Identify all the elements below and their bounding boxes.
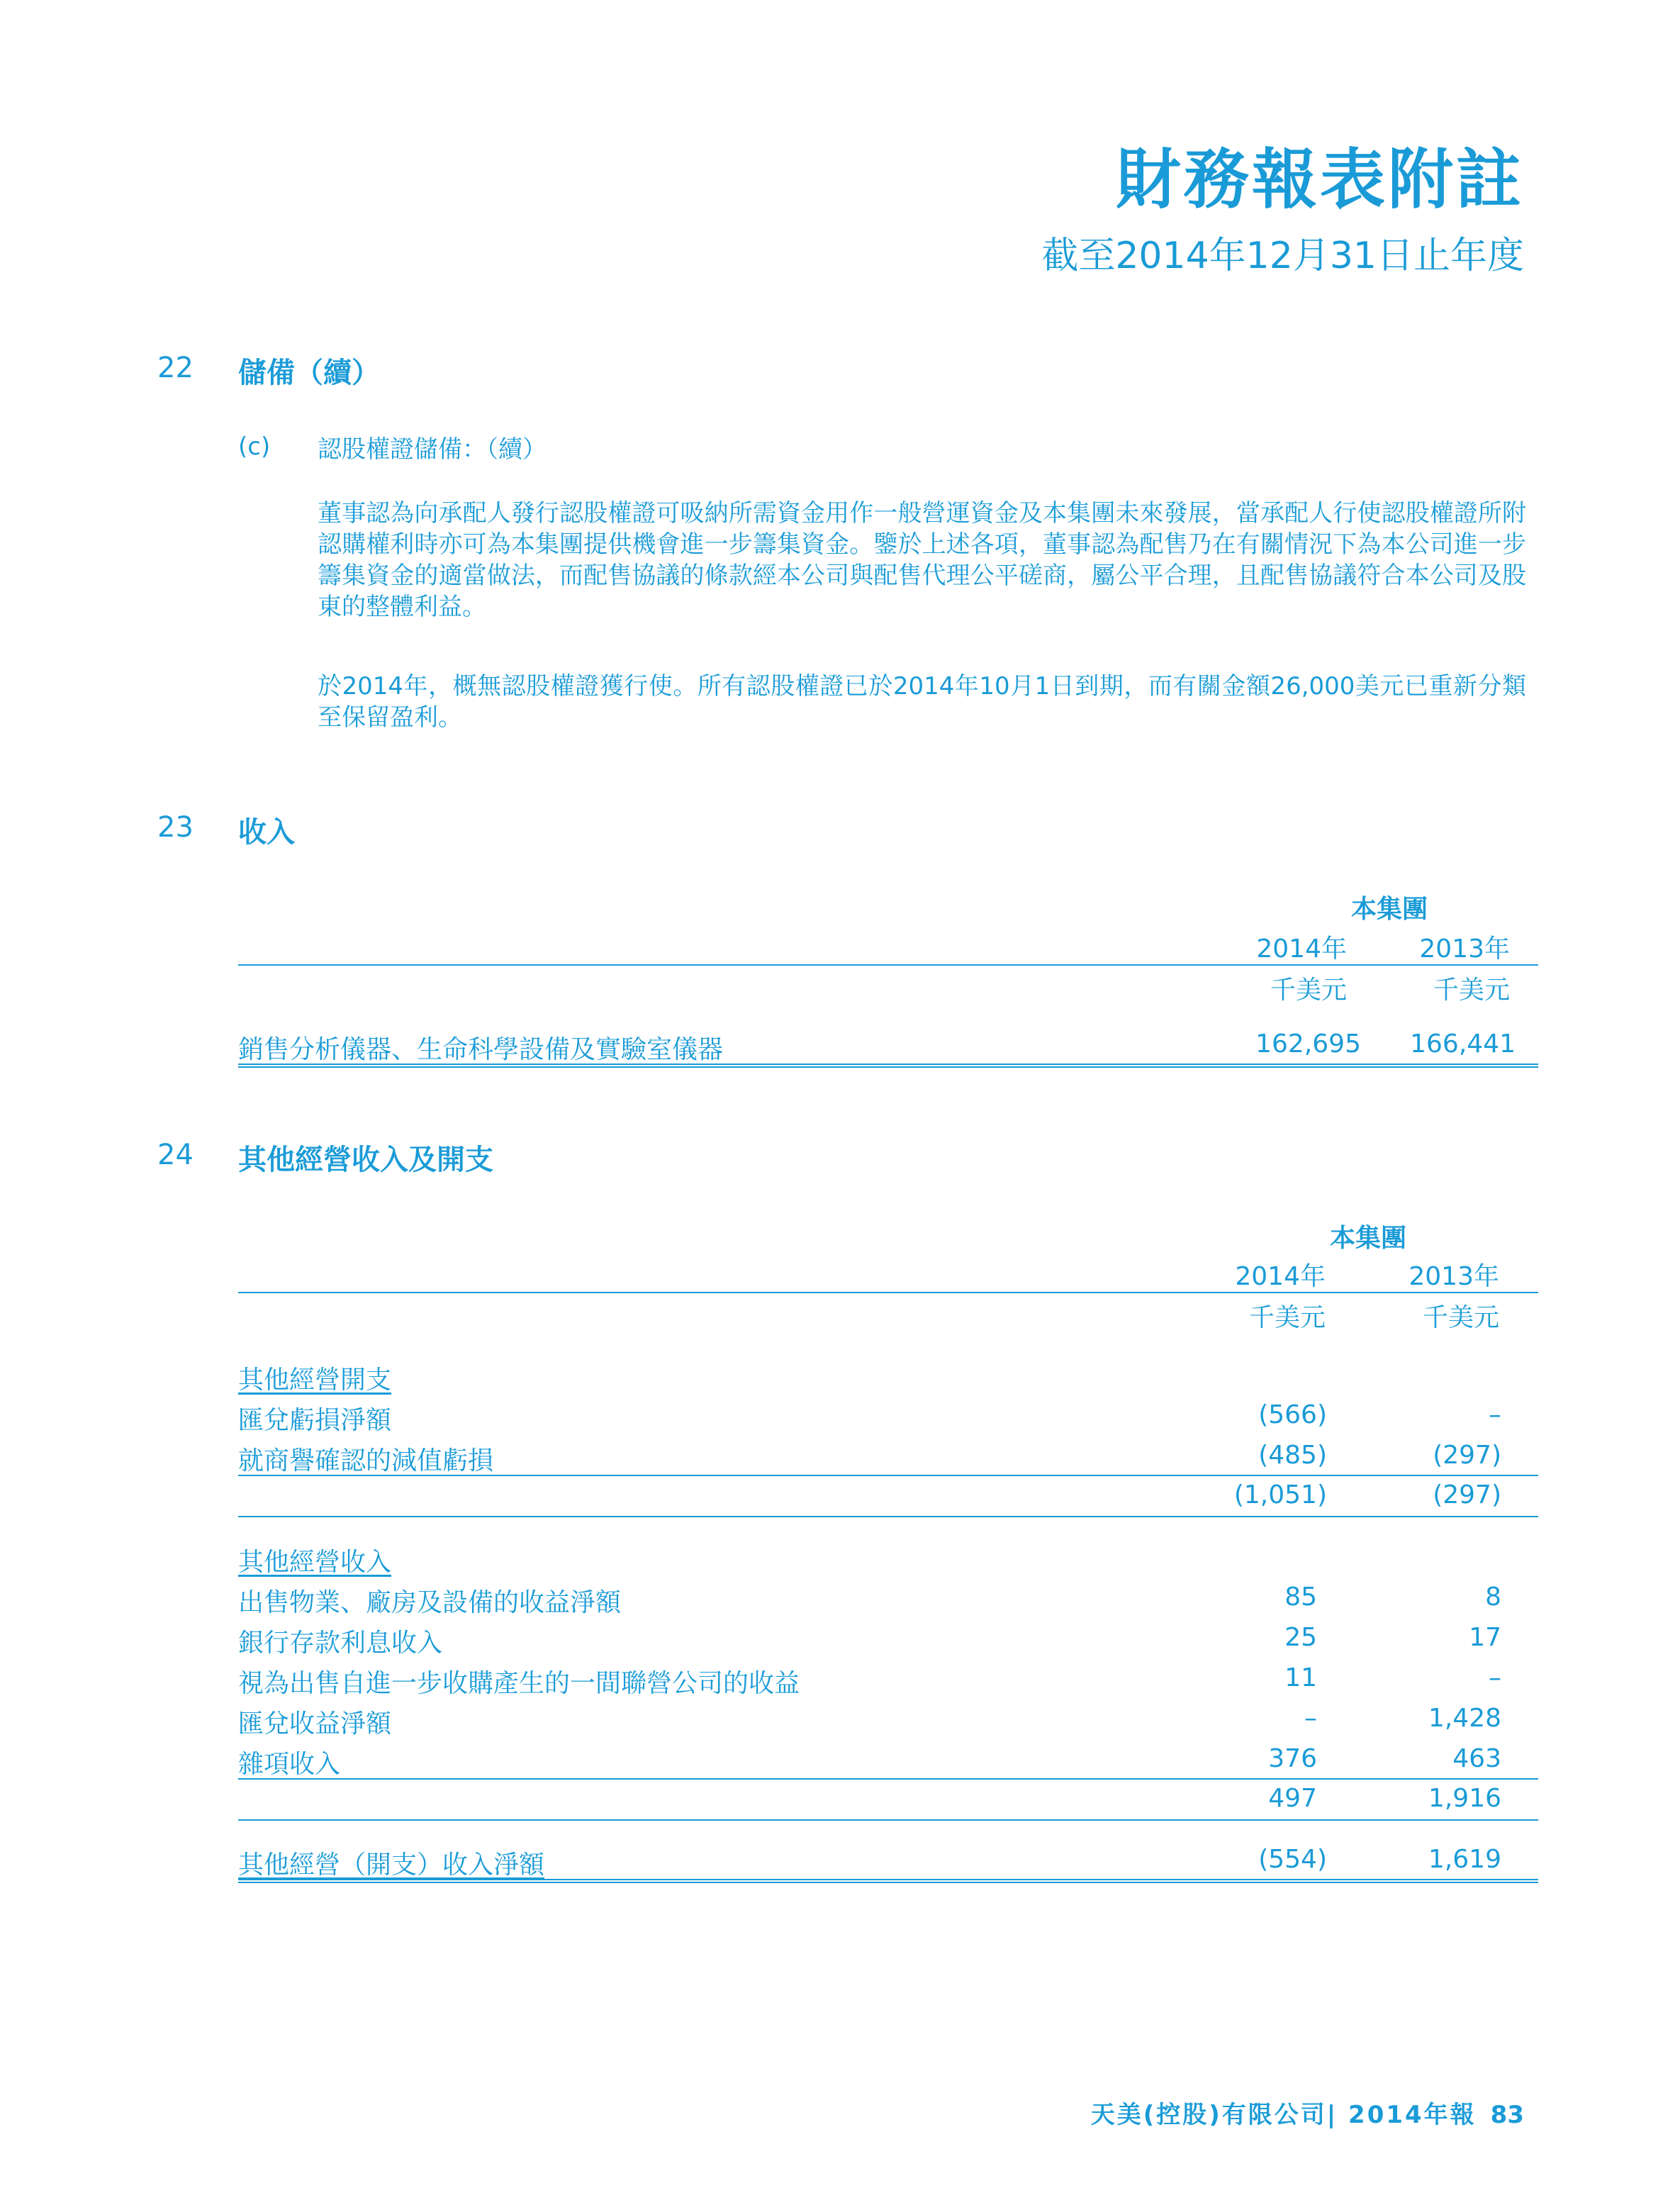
income-total-2014: 497 [1268,1784,1317,1813]
income-heading: 其他經營收入 [238,1548,392,1577]
section-23-title: 收入 [238,816,295,849]
income-row-2014: 25 [1284,1623,1317,1652]
other-header-rule [238,1292,1538,1293]
income-row-label: 銀行存款利息收入 [238,1629,443,1658]
expenses-heading: 其他經營開支 [238,1366,392,1395]
revenue-value-2014: 162,695 [1255,1029,1361,1059]
page-title: 財務報表附註 [1115,142,1524,218]
page-footer [1091,2095,1524,2130]
income-row-label: 雜項收入 [238,1750,341,1779]
subsection-c-label: (c) [238,432,271,461]
income-total-2013: 1,916 [1428,1784,1501,1813]
income-row-2013: 1,428 [1428,1704,1501,1733]
revenue-value-2013: 166,441 [1410,1029,1516,1059]
net-total-rule [238,1879,1538,1883]
income-total-rule [238,1819,1538,1821]
revenue-year-2014: 2014年 [1256,934,1347,964]
income-row-2013: 463 [1452,1744,1501,1773]
other-unit-2014: 千美元 [1248,1303,1326,1332]
section-24-title: 其他經營收入及開支 [238,1144,493,1176]
expenses-total-2014: (1,051) [1233,1480,1327,1509]
paragraph-warrants-expiry: 於2014年，概無認股權證獲行使。所有認股權證已於2014年10月1日到期，而有關金額26,000美元已重新分類至保留盈利。 [318,672,1526,732]
section-23-number: 23 [157,811,194,844]
other-group-header: 本集團 [1329,1224,1406,1253]
other-year-2013: 2013年 [1409,1262,1499,1291]
revenue-unit-2014: 千美元 [1270,976,1347,1005]
expense-row-label: 就商譽確認的減值虧損 [238,1446,494,1475]
expense-row-2013: (297) [1433,1441,1501,1470]
expense-row-2014: (485) [1258,1441,1327,1470]
income-row-2014: – [1304,1704,1317,1733]
expense-row-2013: – [1489,1400,1501,1429]
income-row-2013: 17 [1469,1623,1501,1652]
revenue-group-header: 本集團 [1350,895,1428,924]
revenue-year-2013: 2013年 [1419,934,1510,964]
net-value-2014: (554) [1258,1845,1327,1874]
income-row-label: 匯兌收益淨額 [238,1709,392,1738]
revenue-total-rule [238,1064,1538,1068]
net-row-label: 其他經營（開支）收入淨額 [238,1851,545,1880]
expense-row-label: 匯兌虧損淨額 [238,1406,392,1435]
expenses-total-rule [238,1516,1538,1517]
other-year-2014: 2014年 [1235,1262,1326,1291]
section-22-title: 儲備（續） [238,357,380,389]
revenue-unit-2013: 千美元 [1433,976,1510,1005]
net-value-2013: 1,619 [1428,1845,1501,1874]
revenue-header-rule [238,964,1538,966]
income-row-label: 視為出售自進一步收購產生的一間聯營公司的收益 [238,1669,800,1698]
page-subtitle: 截至2014年12月31日止年度 [1041,235,1524,277]
section-22-number: 22 [157,352,194,384]
expenses-total-2013: (297) [1433,1480,1501,1509]
income-row-2013: – [1489,1663,1501,1692]
income-subtotal-rule [238,1778,1538,1780]
subsection-c-title: 認股權證儲備：（續） [318,435,547,464]
income-row-label: 出售物業、廠房及設備的收益淨額 [238,1588,622,1617]
page-number: 83 [1490,2101,1524,2129]
income-row-2013: 8 [1485,1583,1501,1612]
revenue-row-label: 銷售分析儀器、生命科學設備及實驗室儀器 [238,1035,724,1064]
expenses-subtotal-rule [238,1475,1538,1476]
income-row-2014: 11 [1284,1663,1317,1692]
income-row-2014: 376 [1268,1744,1317,1773]
footer-company: 天美(控股)有限公司| 2014年報 [1090,2101,1477,2129]
paragraph-warrants-rationale: 董事認為向承配人發行認股權證可吸納所需資金用作一般營運資金及本集團未來發展，當承配人行使認股權證所附認購權利時亦可為本集團提供機會進一步籌集資金。鑒於上述各項，董事認為配售乃在有關情況下為本公司進一步籌集資金的適當做法，而配售協議的條款經本公司與配售代理公平磋商，屬公平合理，且配售協議符合本公司及股東的整體利益。 [318,499,1526,621]
income-row-2014: 85 [1284,1583,1317,1612]
expense-row-2014: (566) [1258,1400,1327,1429]
other-unit-2013: 千美元 [1422,1303,1499,1332]
section-24-number: 24 [157,1139,194,1171]
